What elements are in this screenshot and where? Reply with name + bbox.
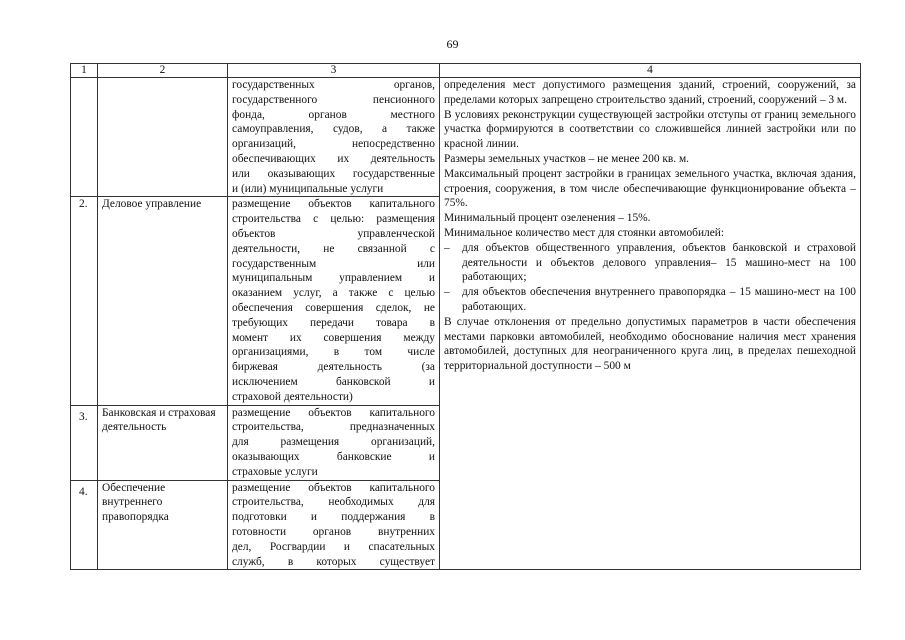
desc-line: страховой деятельности): [232, 390, 353, 403]
paragraph: В условиях реконструкции существующей застройки отступы от границ земельного участка формируются в соответствии со сложившейся линией застройки или по красной линии.: [444, 108, 856, 151]
row-number: 4.: [71, 480, 98, 570]
table-row: [71, 78, 861, 197]
desc-line: государственного пенсионного: [232, 93, 435, 106]
row-description: [228, 480, 440, 570]
parameters-cell: [440, 78, 861, 570]
desc-line: страховые услуги: [232, 465, 318, 478]
paragraph: Минимальный процент озеленения – 15%.: [444, 212, 651, 225]
desc-line: организациями, в том числе: [232, 346, 435, 359]
desc-line: обеспечения совершения сделок, не: [232, 301, 435, 314]
desc-line: исключением банковской и: [232, 375, 435, 388]
row-name: Банковская и страховая деятельность: [98, 405, 228, 480]
row-description: [228, 197, 440, 405]
desc-line: размещение объектов капитального: [232, 481, 435, 494]
desc-line: деятельности, не связанной с: [232, 242, 435, 255]
desc-line: момент их совершения между: [232, 331, 435, 344]
desc-line: строительства, необходимых для: [232, 496, 435, 509]
desc-line: служб, в которых существует: [232, 555, 435, 568]
desc-line: объектов управленческой: [232, 227, 435, 240]
desc-line: размещение объектов капитального: [232, 198, 435, 211]
desc-line: биржевая деятельность (за: [232, 361, 435, 374]
paragraph: Размеры земельных участков – не менее 200 кв. м.: [444, 152, 690, 165]
row-description: [228, 405, 440, 480]
desc-line: обеспечивающих их деятельность: [232, 152, 435, 165]
list-item: [444, 285, 856, 315]
desc-line: самоуправления, судов, а также: [232, 123, 435, 136]
row-name: Деловое управление: [98, 197, 228, 405]
desc-line: или оказывающих государственные: [232, 167, 435, 180]
desc-line: государственных органов,: [232, 79, 435, 91]
desc-line: организаций, непосредственно: [232, 138, 435, 151]
header-cell: 2: [98, 64, 228, 78]
list-item-text: для объектов общественного управления, объектов банковской и страховой деятельности и объектов делового управления– 15 машино-мест на 100 работающих;: [462, 241, 856, 284]
paragraph: определения мест допустимого размещения зданий, строений, сооружений, за пределами которых запрещено строительство зданий, строений, сооружений – 3 м.: [444, 79, 856, 106]
page-number: 69: [446, 37, 459, 51]
row-description: [228, 78, 440, 197]
desc-line: оказывающих банковские и: [232, 450, 435, 463]
table-header-row: [71, 64, 861, 78]
header-cell: 1: [71, 64, 98, 78]
paragraph: В случае отклонения от предельно допустимых параметров в части обеспечения местами парковки автомобилей, необходимо обоснование наличия мест хранения автомобилей, доступных для неограниченного круга лиц, в пределах пешеходной территориальной доступности – 500 м: [444, 315, 856, 373]
desc-line: дел, Росгвардии и спасательных: [232, 540, 435, 553]
header-cell: 3: [228, 64, 440, 78]
row-name: [98, 78, 228, 197]
list-item: [444, 241, 856, 285]
desc-line: требующих передачи товара в: [232, 316, 435, 329]
list-item-text: для объектов обеспечения внутреннего правопорядка – 15 машино-мест на 100 работающих.: [462, 286, 856, 313]
desc-line: оказанием услуг, а также с целью: [232, 287, 435, 300]
desc-line: строительства с целью: размещения: [232, 213, 435, 226]
paragraph: Минимальное количество мест для стоянки автомобилей:: [444, 226, 725, 239]
desc-line: подготовки и поддержания в: [232, 511, 435, 524]
desc-line: муниципальным управлением и: [232, 272, 435, 285]
row-number: [71, 78, 98, 197]
paragraph: Максимальный процент застройки в границах земельного участка, включая здания, строения, сооружения, в том числе обеспечивающие функционирование объекта – 75%.: [444, 167, 856, 210]
row-number: 3.: [71, 405, 98, 480]
desc-line: для размещения организаций,: [232, 436, 435, 449]
desc-line: размещение объектов капитального: [232, 406, 435, 419]
bullet-dash: –: [444, 241, 450, 254]
desc-line: готовности органов внутренних: [232, 525, 435, 538]
row-name: Обеспечение внутреннего правопорядка: [98, 480, 228, 570]
zoning-table: [70, 63, 861, 570]
header-cell: 4: [440, 64, 861, 78]
row-number: 2.: [71, 197, 98, 405]
desc-line: государственным или: [232, 257, 435, 270]
bullet-dash: –: [444, 286, 450, 299]
desc-line: строительства, предназначенных: [232, 421, 435, 434]
desc-line: фонда, органов местного: [232, 108, 435, 121]
desc-line: и (или) муниципальные услуги: [232, 182, 384, 195]
